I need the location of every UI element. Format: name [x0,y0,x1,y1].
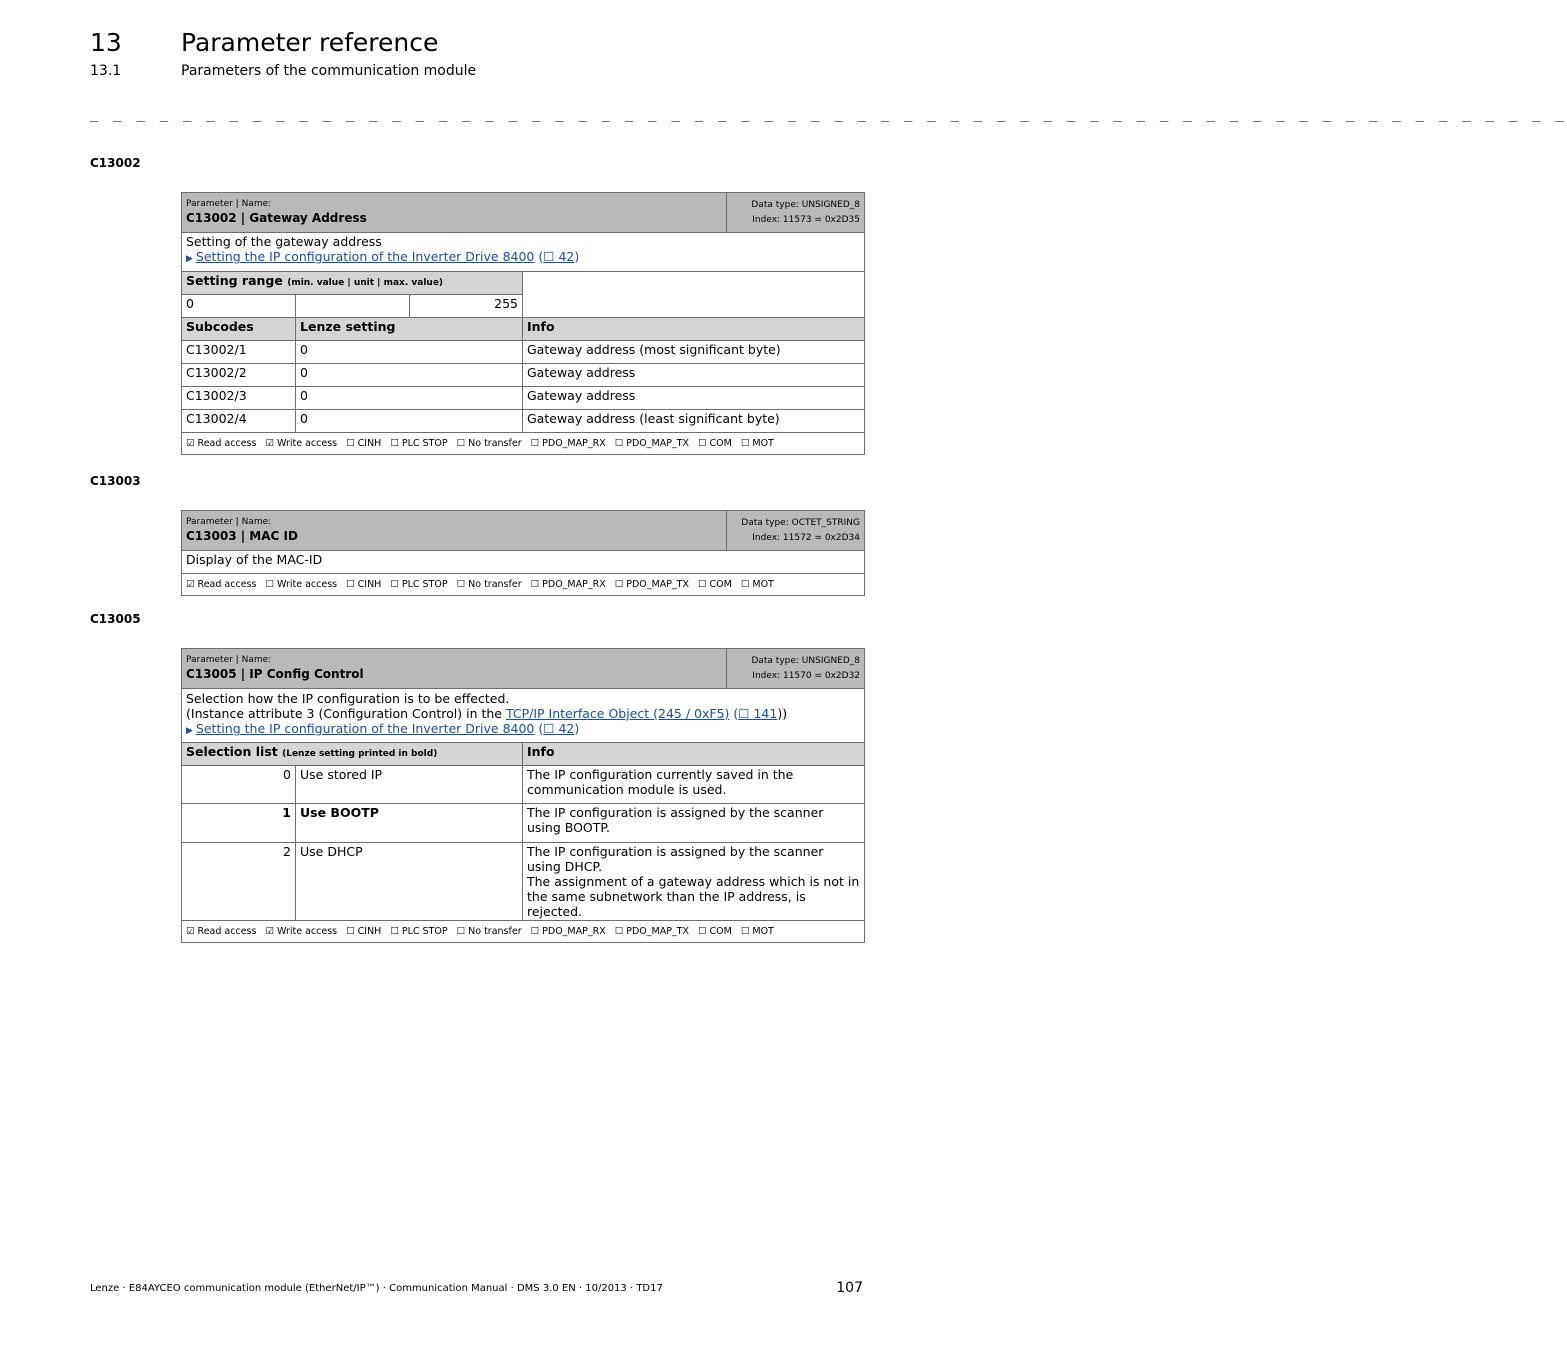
index: Index: 11570 = 0x2D32 [752,671,861,681]
link-line [186,721,860,739]
option-value: 1 [182,804,296,843]
flag-write-access: ☑ Write access [265,438,338,449]
setting-ip-link[interactable]: Setting the IP configuration of the Inverter Drive 8400 [195,721,535,736]
page-number: 107 [836,1280,863,1296]
c13003-heading: C13003 [90,474,141,488]
subcode: C13002/1 [182,341,296,364]
lenze-setting: 0 [296,364,523,387]
footer-text: Lenze · E84AYCEO communication module (EtherNet/IP™) · Communication Manual · DMS 3.0 EN · 10/2013 · TD17 [90,1283,663,1294]
description: Setting of the gateway address [186,234,382,249]
c13002-heading: C13002 [90,156,141,170]
tcpip-object-link[interactable]: TCP/IP Interface Object (245 / 0xF5) [505,706,730,721]
data-type: Data type: UNSIGNED_8 [751,656,861,666]
flag-read-access: ☑ Read access [186,579,257,590]
desc-close: )) [777,706,788,721]
table-row [182,766,865,804]
option-label: Use stored IP [296,766,523,804]
flag-write-access: ☐ Write access [265,579,338,590]
info: Gateway address (least significant byte) [523,410,865,433]
flag-cinh: ☐ CINH [346,926,382,937]
subcode: C13002/3 [182,387,296,410]
ref-open: ( [729,706,739,721]
c13002-header-cell [182,193,727,233]
flag-pdo-map-rx: ☐ PDO_MAP_RX [530,438,606,449]
option-value: 2 [182,843,296,921]
desc-text: (Instance attribute 3 (Configuration Control) in the [186,706,506,721]
c13002-type-cell [727,193,865,233]
index: Index: 11572 = 0x2D34 [752,533,860,543]
ref-open: ( [538,249,544,264]
flag-pdo-map-tx: ☐ PDO_MAP_TX [614,579,689,590]
access-flags-row [182,433,865,455]
option-label: Use DHCP [296,843,523,921]
page-ref-link[interactable]: ☐ 141 [738,706,778,721]
data-type: Data type: OCTET_STRING [741,518,860,528]
flag-no-transfer: ☐ No transfer [456,579,522,590]
table-row [182,410,865,433]
data-type: Data type: UNSIGNED_8 [751,200,860,210]
param-label: Parameter | Name: [186,517,272,527]
option-info-extra: The assignment of a gateway address which is not in the same subnetwork than the IP address, is rejected. [527,874,860,919]
flag-mot: ☐ MOT [740,438,774,449]
flag-read-access: ☑ Read access [186,926,257,937]
flag-no-transfer: ☐ No transfer [456,926,522,937]
c13003-header-cell [182,511,727,551]
page-ref-link[interactable]: ☐ 42 [543,721,575,736]
flag-plc-stop: ☐ PLC STOP [390,926,448,937]
param-label: Parameter | Name: [186,655,272,665]
flag-plc-stop: ☐ PLC STOP [390,579,448,590]
section-number: 13.1 [90,63,122,79]
col-subcodes: Subcodes [182,318,296,341]
info: Gateway address [523,364,865,387]
flag-cinh: ☐ CINH [346,579,382,590]
option-info: The IP configuration is assigned by the scanner using DHCP. [527,844,824,874]
flag-pdo-map-rx: ☐ PDO_MAP_RX [530,579,606,590]
access-flags-row [182,921,865,943]
c13005-table [181,648,865,943]
c13003-type-cell [727,511,865,551]
lenze-setting: 0 [296,410,523,433]
range-max: 255 [410,295,523,318]
flag-read-access: ☑ Read access [186,438,257,449]
access-flags-row [182,574,865,596]
access-flags [182,921,865,943]
flag-pdo-map-rx: ☐ PDO_MAP_RX [530,926,606,937]
page-ref-link[interactable]: ☐ 42 [543,249,575,264]
flag-pdo-map-tx: ☐ PDO_MAP_TX [614,926,689,937]
chapter-number: 13 [90,28,122,57]
option-info: The IP configuration currently saved in the communication module is used. [523,766,865,804]
flag-no-transfer: ☐ No transfer [456,438,522,449]
link-line [186,249,860,267]
setting-ip-link[interactable]: Setting the IP configuration of the Inverter Drive 8400 [195,249,535,264]
c13002-name: C13002 | Gateway Address [186,211,367,225]
ref-close: ) [574,721,580,736]
dashed-rule: _ _ _ _ _ _ _ _ _ _ _ _ _ _ _ _ _ _ _ _ _ _ _ _ _ _ _ _ _ _ _ _ _ _ _ _ _ _ _ _ _ _ _ _ _ _ _ _ _ _ _ _ _ _ _ _ _ _ _ _ _ _ _ _ [90,106,1567,122]
col-info: Info [523,743,865,766]
c13005-heading: C13005 [90,612,141,626]
c13005-name: C13005 | IP Config Control [186,667,364,681]
c13002-description-cell [182,233,865,272]
c13003-name: C13003 | MAC ID [186,529,298,543]
col-lenze: Lenze setting [296,318,523,341]
selection-label: Selection list [186,744,278,759]
description: Display of the MAC-ID [182,551,865,574]
table-row [182,364,865,387]
option-info: The IP configuration is assigned by the scanner using BOOTP. [523,804,865,843]
ref-open: ( [538,721,544,736]
access-flags [182,433,865,455]
index: Index: 11573 = 0x2D35 [752,215,860,225]
info: Gateway address (most significant byte) [523,341,865,364]
c13003-table [181,510,865,596]
lenze-setting: 0 [296,341,523,364]
flag-mot: ☐ MOT [740,926,774,937]
table-row [182,387,865,410]
flag-com: ☐ COM [698,438,732,449]
option-label: Use BOOTP [296,804,523,843]
c13005-type-cell [727,649,865,689]
lenze-setting: 0 [296,387,523,410]
setting-range-header [182,272,523,295]
range-unit [296,295,410,318]
option-info-cell [523,843,865,921]
arrow-right-icon: ▶ [186,254,193,264]
flag-mot: ☐ MOT [740,579,774,590]
section-title: Parameters of the communication module [181,63,477,79]
access-flags [182,574,865,596]
flag-pdo-map-tx: ☐ PDO_MAP_TX [614,438,689,449]
c13005-description-cell [182,689,865,743]
table-row [182,341,865,364]
empty-cell [523,272,865,318]
range-sub: (min. value | unit | max. value) [287,278,444,288]
selection-sub: (Lenze setting printed in bold) [282,749,438,759]
flag-write-access: ☑ Write access [265,926,338,937]
subcode: C13002/2 [182,364,296,387]
c13002-table [181,192,865,455]
arrow-right-icon: ▶ [186,726,193,736]
selection-list-header [182,743,523,766]
flag-com: ☐ COM [698,926,732,937]
param-label: Parameter | Name: [186,199,272,209]
flag-cinh: ☐ CINH [346,438,382,449]
info: Gateway address [523,387,865,410]
flag-plc-stop: ☐ PLC STOP [390,438,448,449]
description-line2 [186,706,860,721]
description-line1: Selection how the IP configuration is to be effected. [186,691,510,706]
range-label: Setting range [186,273,283,288]
col-info: Info [523,318,865,341]
option-value: 0 [182,766,296,804]
table-row [182,843,865,921]
range-min: 0 [182,295,296,318]
chapter-title: Parameter reference [181,28,439,57]
c13005-header-cell [182,649,727,689]
table-row [182,804,865,843]
subcode: C13002/4 [182,410,296,433]
ref-close: ) [574,249,580,264]
flag-com: ☐ COM [698,579,732,590]
